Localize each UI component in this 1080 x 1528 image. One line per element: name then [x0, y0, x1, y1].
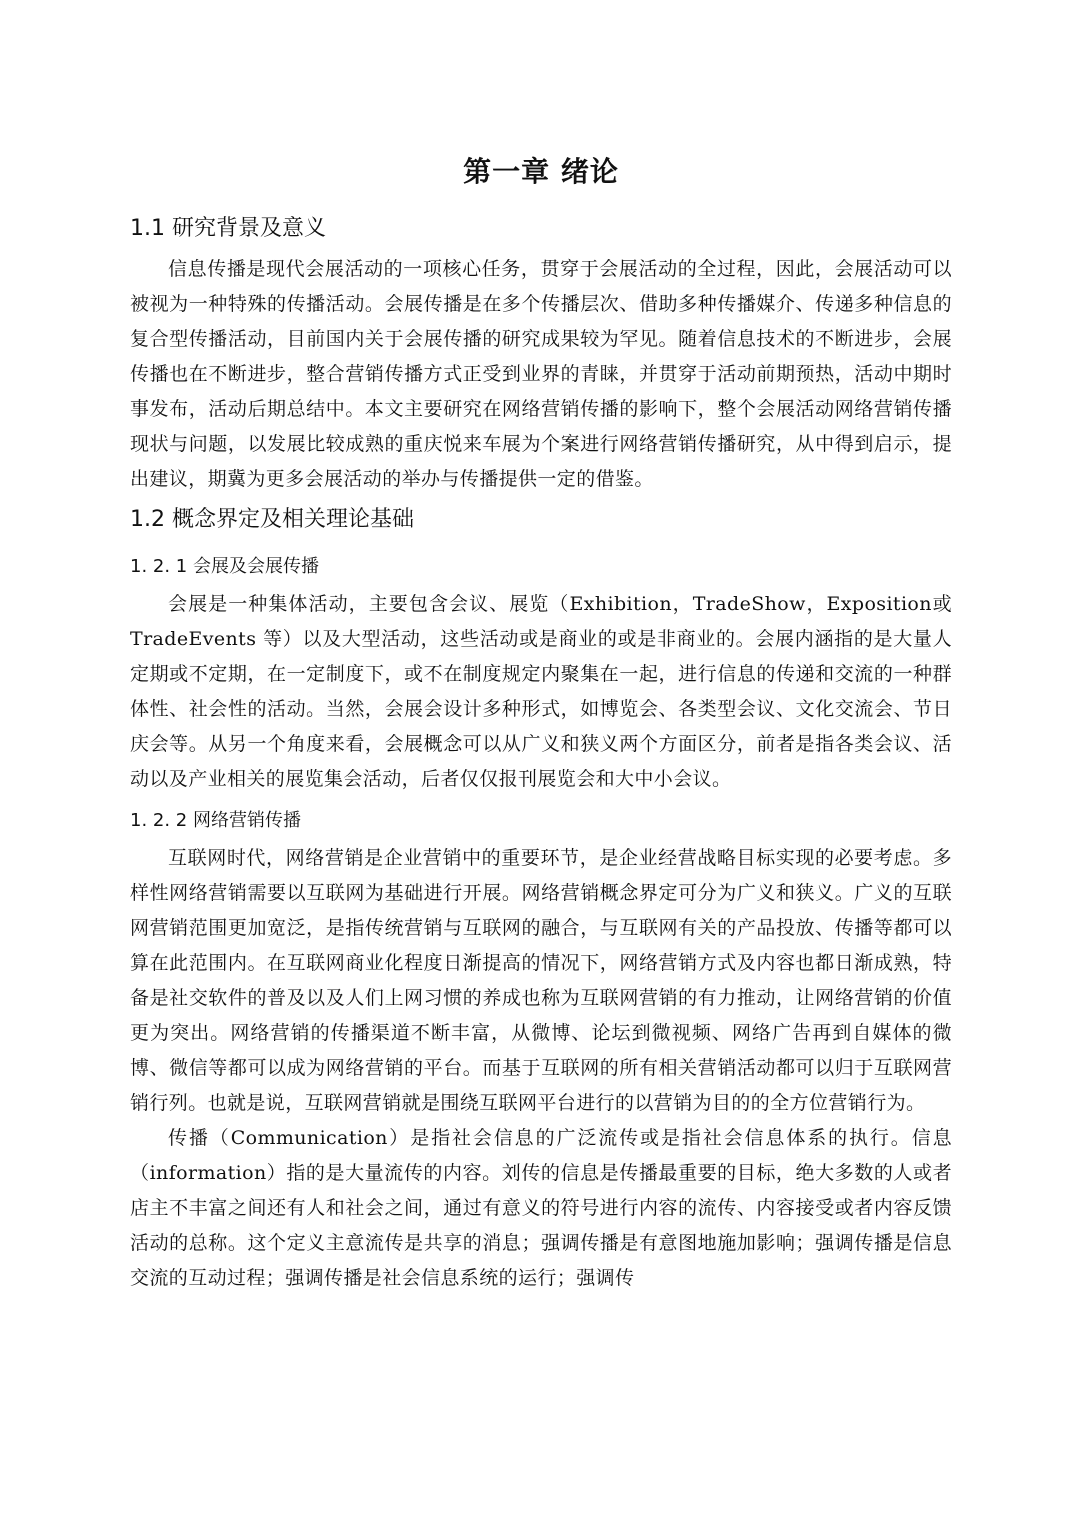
subsection-heading-1-2-1: 1. 2. 1 会展及会展传播 [130, 556, 319, 577]
subsection-1-2-1-paragraph: 会展是一种集体活动，主要包含会议、展览（Exhibition，TradeShow，Exposition或 TradeEvents 等）以及大型活动，这些活动或是商业的或是非商业的。会展内涵指的是大量人定期或不定期，在一定制度下，或不在制度规定内聚集在一起，进行信息的传递和交流的一种群体性、社会性的活动。当然，会展会设计多种形式，如博览会、各类型会议、文化交流会、节日庆会等。从另一个角度来看，会展概念可以从广义和狭义两个方面区分，前者是指各类会议、活动以及产业相关的展览集会活动，后者仅仅报刊展览会和大中小会议。 [130, 593, 952, 790]
document-page [130, 150, 952, 1296]
section-1-1-paragraph: 信息传播是现代会展活动的一项核心任务，贯穿于会展活动的全过程，因此，会展活动可以被视为一种特殊的传播活动。会展传播是在多个传播层次、借助多种传播媒介、传递多种信息的复合型传播活动，目前国内关于会展传播的研究成果较为罕见。随着信息技术的不断进步，会展传播也在不断进步，整合营销传播方式正受到业界的青睐，并贯穿于活动前期预热，活动中期时事发布，活动后期总结中。本文主要研究在网络营销传播的影响下，整个会展活动网络营销传播现状与问题，以发展比较成熟的重庆悦来车展为个案进行网络营销传播研究，从中得到启示，提出建议，期冀为更多会展活动的举办与传播提供一定的借鉴。 [130, 258, 952, 490]
subsection-1-2-2-paragraph-1: 互联网时代，网络营销是企业营销中的重要环节，是企业经营战略目标实现的必要考虑。多样性网络营销需要以互联网为基础进行开展。网络营销概念界定可分为广义和狭义。广义的互联网营销范围更加宽泛，是指传统营销与互联网的融合，与互联网有关的产品投放、传播等都可以算在此范围内。在互联网商业化程度日渐提高的情况下，网络营销方式及内容也都日渐成熟，特备是社交软件的普及以及人们上网习惯的养成也称为互联网营销的有力推动，让网络营销的价值更为突出。网络营销的传播渠道不断丰富，从微博、论坛到微视频、网络广告再到自媒体的微博、微信等都可以成为网络营销的平台。而基于互联网的所有相关营销活动都可以归于互联网营销行列。也就是说，互联网营销就是围绕互联网平台进行的以营销为目的的全方位营销行为。 [130, 847, 952, 1114]
section-heading-1-1: 1.1 研究背景及意义 [130, 216, 326, 241]
subsection-heading-1-2-2: 1. 2. 2 网络营销传播 [130, 810, 301, 831]
subsection-1-2-2-paragraph-2: 传播（Communication）是指社会信息的广泛流传或是指社会信息体系的执行。信息（information）指的是大量流传的内容。刘传的信息是传播最重要的目标，绝大多数的人或者店主不丰富之间还有人和社会之间，通过有意义的符号进行内容的流传、内容接受或者内容反馈活动的总称。这个定义主意流传是共享的消息；强调传播是有意图地施加影响；强调传播是信息交流的互动过程；强调传播是社会信息系统的运行；强调传 [130, 1127, 952, 1289]
section-heading-1-2: 1.2 概念界定及相关理论基础 [130, 507, 414, 532]
chapter-title: 第一章 绪论 [463, 155, 619, 188]
